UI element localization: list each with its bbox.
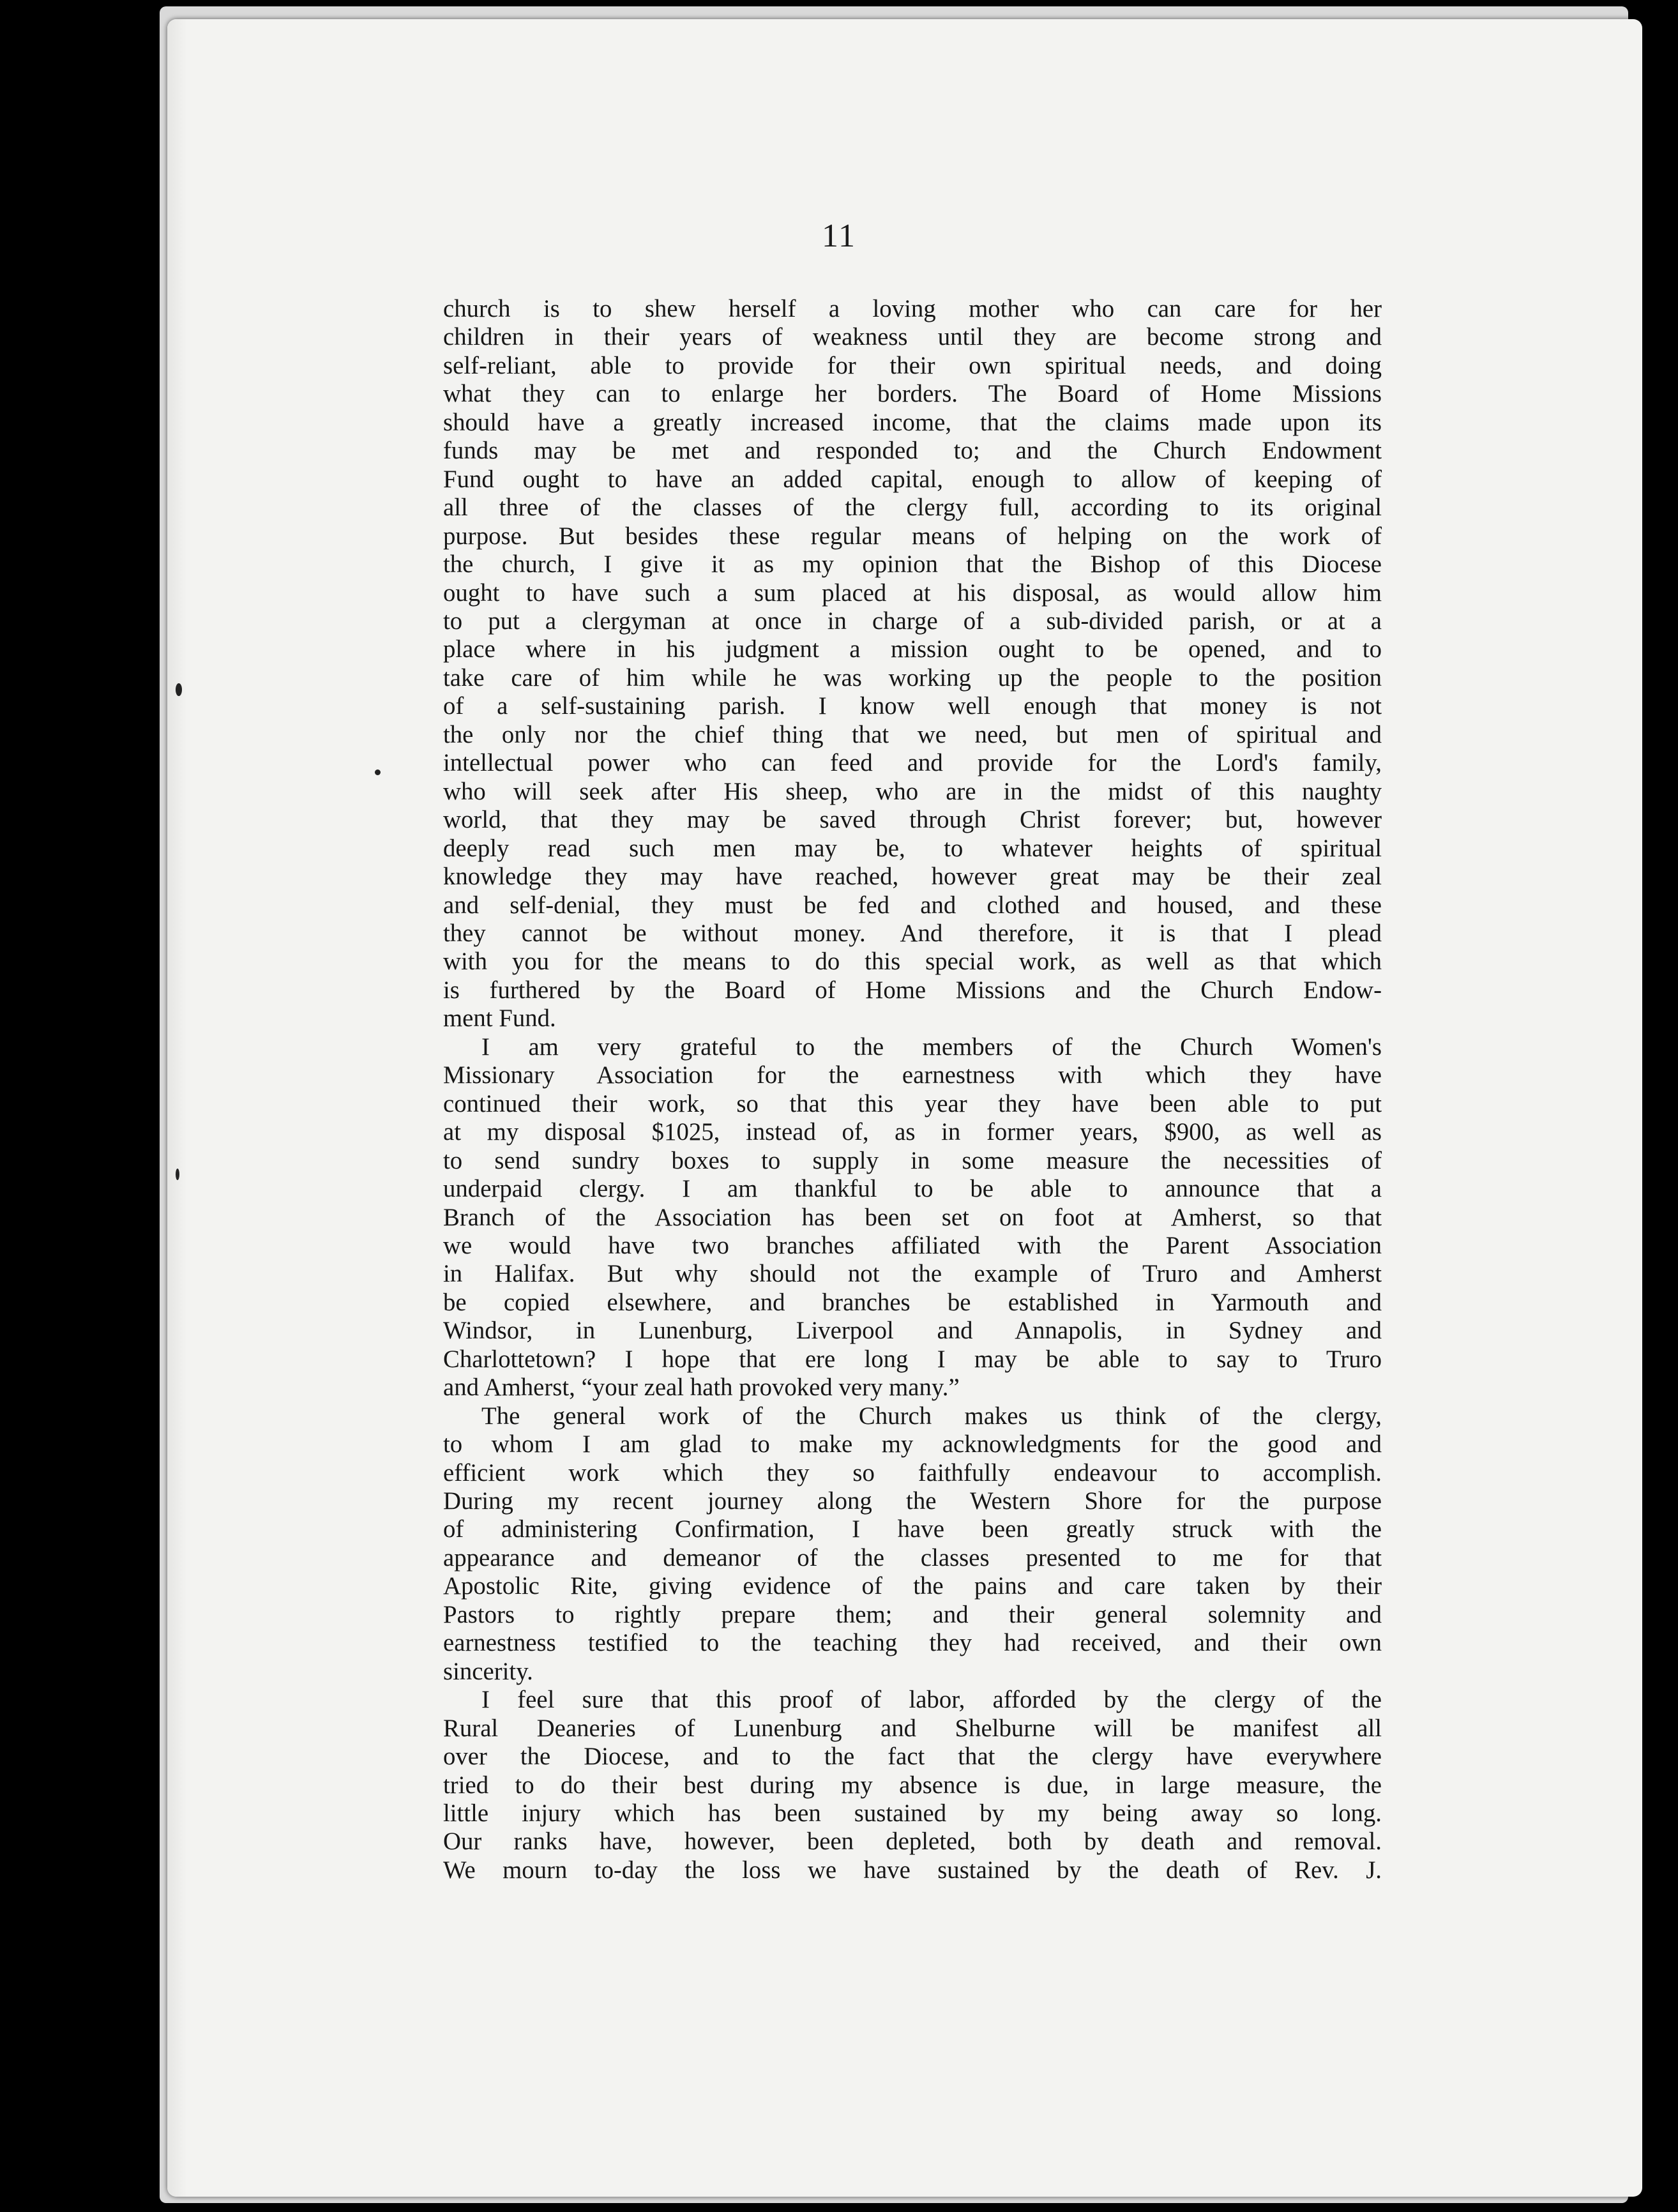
text-line: Our ranks have, however, been depleted, both by death and removal. [443, 1828, 1382, 1856]
text-line: they cannot be without money. And therefore, it is that I plead [443, 919, 1382, 947]
body-text [443, 295, 1382, 1884]
text-line: be copied elsewhere, and branches be established in Yarmouth and [443, 1288, 1382, 1316]
text-line: The general work of the Church makes us think of the clergy, [481, 1402, 1382, 1430]
text-line: to send sundry boxes to supply in some measure the necessities of [443, 1146, 1382, 1174]
margin-mark [375, 769, 381, 775]
text-line: the church, I give it as my opinion that the Bishop of this Diocese [443, 550, 1382, 579]
text-line: self-reliant, able to provide for their own spiritual needs, and doing [443, 351, 1382, 379]
text-line: ought to have such a sum placed at his disposal, as would allow him [443, 579, 1382, 607]
text-line: of administering Confirmation, I have been greatly struck with the [443, 1515, 1382, 1543]
text-line: is furthered by the Board of Home Missions and the Church Endow- [443, 976, 1382, 1004]
text-line: ment Fund. [443, 1004, 556, 1033]
text-line: continued their work, so that this year they have been able to put [443, 1089, 1382, 1117]
text-line: I am very grateful to the members of the Church Women's [481, 1033, 1382, 1061]
text-line: Fund ought to have an added capital, enough to allow of keeping of [443, 465, 1382, 493]
text-line: children in their years of weakness until they are become strong and [443, 323, 1382, 351]
text-line: Missionary Association for the earnestness with which they have [443, 1061, 1382, 1089]
text-line: deeply read such men may be, to whatever heights of spiritual [443, 834, 1382, 862]
text-line: with you for the means to do this special work, as well as that which [443, 948, 1382, 976]
text-line: funds may be met and responded to; and the Church Endowment [443, 437, 1382, 465]
text-line: tried to do their best during my absence is due, in large measure, the [443, 1771, 1382, 1799]
text-line: world, that they may be saved through Christ forever; but, however [443, 806, 1382, 834]
text-line: to whom I am glad to make my acknowledgments for the good and [443, 1430, 1382, 1458]
text-line: and Amherst, “your zeal hath provoked very many.” [443, 1374, 960, 1402]
text-line: all three of the classes of the clergy full, according to its original [443, 494, 1382, 522]
text-line: little injury which has been sustained by my being away so long. [443, 1799, 1382, 1828]
text-line: Windsor, in Lunenburg, Liverpool and Annapolis, in Sydney and [443, 1317, 1382, 1345]
text-line: earnestness testified to the teaching they had received, and their own [443, 1629, 1382, 1657]
margin-mark [176, 683, 182, 696]
text-line: and self-denial, they must be fed and clothed and housed, and these [443, 891, 1382, 919]
text-line: During my recent journey along the Western Shore for the purpose [443, 1487, 1382, 1515]
text-line: who will seek after His sheep, who are in the midst of this naughty [443, 777, 1382, 805]
text-line: Branch of the Association has been set on foot at Amherst, so that [443, 1203, 1382, 1231]
text-line: We mourn to-day the loss we have sustained by the death of Rev. J. [443, 1856, 1382, 1884]
text-line: knowledge they may have reached, however great may be their zeal [443, 863, 1382, 891]
text-line: we would have two branches affiliated with the Parent Association [443, 1231, 1382, 1259]
text-line: purpose. But besides these regular means of helping on the work of [443, 522, 1382, 550]
page-number: 11 [821, 218, 857, 254]
text-line: Charlottetown? I hope that ere long I may be able to say to Truro [443, 1345, 1382, 1373]
text-line: efficient work which they so faithfully endeavour to accomplish. [443, 1458, 1382, 1487]
text-line: place where in his judgment a mission ought to be opened, and to [443, 635, 1382, 663]
text-line: what they can to enlarge her borders. The Board of Home Missions [443, 380, 1382, 408]
text-line: of a self-sustaining parish. I know well enough that money is not [443, 692, 1382, 720]
text-line: over the Diocese, and to the fact that the clergy have everywhere [443, 1743, 1382, 1771]
text-line: Pastors to rightly prepare them; and their general solemnity and [443, 1600, 1382, 1628]
text-line: take care of him while he was working up the people to the position [443, 663, 1382, 692]
text-line: the only nor the chief thing that we need, but men of spiritual and [443, 720, 1382, 748]
text-line: intellectual power who can feed and provide for the Lord's family, [443, 749, 1382, 777]
text-line: should have a greatly increased income, that the claims made upon its [443, 408, 1382, 436]
margin-mark [176, 1169, 179, 1180]
page-binding-edge [167, 19, 186, 2197]
text-line: Rural Deaneries of Lunenburg and Shelburne will be manifest all [443, 1714, 1382, 1742]
text-line: at my disposal $1025, instead of, as in former years, $900, as well as [443, 1118, 1382, 1146]
text-line: sincerity. [443, 1657, 533, 1685]
text-line: underpaid clergy. I am thankful to be able to announce that a [443, 1175, 1382, 1203]
text-line: church is to shew herself a loving mother who can care for her [443, 295, 1382, 322]
text-line: appearance and demeanor of the classes presented to me for that [443, 1543, 1382, 1572]
text-line: to put a clergyman at once in charge of a sub-divided parish, or at a [443, 607, 1382, 635]
text-line: I feel sure that this proof of labor, afforded by the clergy of the [481, 1686, 1382, 1714]
text-line: Apostolic Rite, giving evidence of the pains and care taken by their [443, 1572, 1382, 1600]
text-line: in Halifax. But why should not the example of Truro and Amherst [443, 1260, 1382, 1288]
